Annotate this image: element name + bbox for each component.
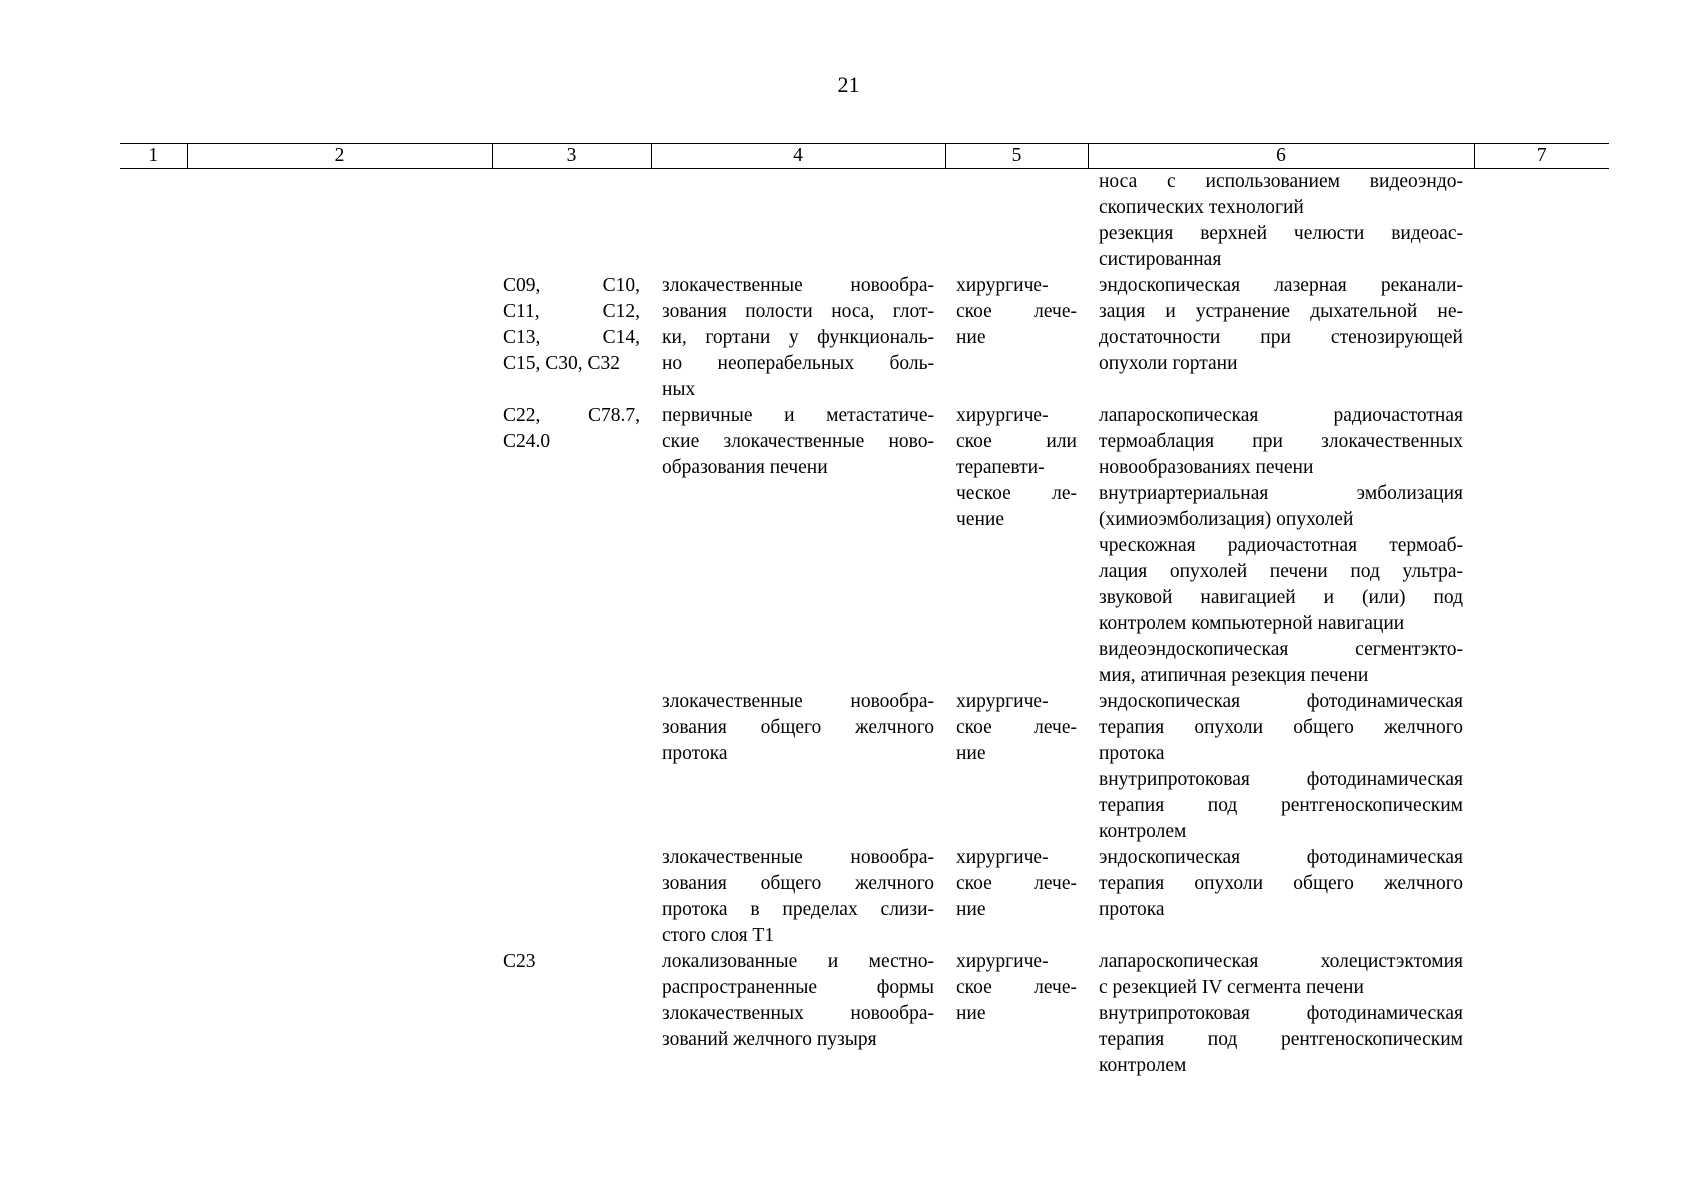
treatment-lines-line: хирургиче- — [956, 951, 1049, 972]
method-item — [1099, 767, 1463, 845]
cell-treatment-type — [945, 949, 1088, 1079]
diagnosis-lines-line: злокачественные новообра- — [662, 275, 934, 296]
method-item — [1099, 637, 1463, 689]
treatment-lines-line: ское или — [956, 431, 1077, 452]
method-line: терапия опухоли общего желчного — [1099, 717, 1463, 738]
table-row — [120, 403, 1609, 689]
cell-method — [1088, 273, 1474, 403]
diagnosis-lines-line: злокачественных новообра- — [662, 1003, 934, 1024]
cell-code — [492, 403, 651, 689]
cell-code — [492, 273, 651, 403]
method-line: систированная — [1099, 249, 1222, 270]
treatment-lines-line: ние — [956, 1003, 986, 1024]
cell-diagnosis — [651, 689, 945, 845]
cell-treatment-type — [945, 273, 1088, 403]
cell-diagnosis — [651, 169, 945, 274]
method-line: внутрипротоковая фотодинамическая — [1099, 1003, 1463, 1024]
method-item — [1099, 273, 1463, 377]
method-line: мия, атипичная резекция печени — [1099, 665, 1369, 686]
cell-col-1 — [120, 949, 187, 1079]
method-line: терапия под рентгеноскопическим — [1099, 795, 1463, 816]
cell-col-2 — [187, 845, 492, 949]
cell-code — [492, 169, 651, 274]
method-line: звуковой навигацией и (или) под — [1099, 587, 1463, 608]
cell-diagnosis — [651, 845, 945, 949]
diagnosis-lines-line: образования печени — [662, 457, 828, 478]
header-col-1: 1 — [120, 144, 187, 169]
cell-diagnosis — [651, 273, 945, 403]
page-number: 21 — [837, 72, 860, 97]
method-line: носа с использованием видеоэндо- — [1099, 171, 1463, 192]
diagnosis-lines-line: распространенные формы — [662, 977, 934, 998]
diagnosis-lines-line: протока — [662, 743, 728, 764]
treatment-lines-line: ское лече- — [956, 977, 1077, 998]
cell-diagnosis — [651, 949, 945, 1079]
method-line: видеоэндоскопическая сегментэкто- — [1099, 639, 1463, 660]
code-lines-line: C24.0 — [503, 431, 551, 452]
method-line: резекция верхней челюсти видеоас- — [1099, 223, 1463, 244]
table-row — [120, 949, 1609, 1079]
diagnosis-lines-line: первичные и метастатиче- — [662, 405, 934, 426]
treatment-lines-line: ние — [956, 743, 986, 764]
table-header — [120, 144, 1609, 169]
table-row — [120, 845, 1609, 949]
method-line: контролем — [1099, 821, 1187, 842]
cell-code — [492, 949, 651, 1079]
cell-col-1 — [120, 845, 187, 949]
method-item — [1099, 169, 1463, 221]
table-row — [120, 169, 1609, 274]
cell-col-7 — [1474, 845, 1609, 949]
treatment-lines-line: ское лече- — [956, 301, 1077, 322]
treatment-lines-line: ние — [956, 899, 986, 920]
cell-col-7 — [1474, 273, 1609, 403]
method-line: зация и устранение дыхательной не- — [1099, 301, 1463, 322]
method-line: скопических технологий — [1099, 197, 1304, 218]
cell-treatment-type — [945, 403, 1088, 689]
cell-col-2 — [187, 403, 492, 689]
diagnosis-lines-line: злокачественные новообра- — [662, 847, 934, 868]
method-line: достаточности при стенозирующей — [1099, 327, 1463, 348]
treatment-lines-line: хирургиче- — [956, 405, 1049, 426]
header-row — [120, 144, 1609, 169]
treatment-lines-line: хирургиче- — [956, 691, 1049, 712]
diagnosis-lines-line: зований желчного пузыря — [662, 1029, 877, 1050]
method-item — [1099, 949, 1463, 1001]
header-col-3: 3 — [492, 144, 651, 169]
method-line: лапароскопическая холецистэктомия — [1099, 951, 1463, 972]
cell-code — [492, 689, 651, 845]
cell-col-2 — [187, 949, 492, 1079]
treatment-lines-line: ческое ле- — [956, 483, 1077, 504]
header-col-6: 6 — [1088, 144, 1474, 169]
method-line: эндоскопическая фотодинамическая — [1099, 691, 1463, 712]
cell-treatment-type — [945, 689, 1088, 845]
diagnosis-lines-line: протока в пределах слизи- — [662, 899, 934, 920]
method-item — [1099, 481, 1463, 533]
treatment-lines-line: ское лече- — [956, 717, 1077, 738]
method-line: с резекцией IV сегмента печени — [1099, 977, 1364, 998]
diagnosis-lines-line: стого слоя T1 — [662, 925, 775, 946]
treatment-lines-line: терапевти- — [956, 457, 1045, 478]
cell-col-7 — [1474, 689, 1609, 845]
diagnosis-lines-line: злокачественные новообра- — [662, 691, 934, 712]
treatment-table — [120, 143, 1609, 1079]
cell-method — [1088, 169, 1474, 274]
method-item — [1099, 221, 1463, 273]
method-item — [1099, 689, 1463, 767]
method-item — [1099, 845, 1463, 923]
cell-col-1 — [120, 169, 187, 274]
header-col-7: 7 — [1474, 144, 1609, 169]
cell-method — [1088, 689, 1474, 845]
table-body — [120, 169, 1609, 1080]
header-col-4: 4 — [651, 144, 945, 169]
method-line: термоаблация при злокачественных — [1099, 431, 1463, 452]
method-line: внутриартериальная эмболизация — [1099, 483, 1463, 504]
cell-col-1 — [120, 273, 187, 403]
method-line: новообразованиях печени — [1099, 457, 1314, 478]
diagnosis-lines-line: ных — [662, 379, 696, 400]
method-line: чрескожная радиочастотная термоаб- — [1099, 535, 1463, 556]
code-lines-line: C13, C14, — [503, 327, 640, 348]
method-line: терапия опухоли общего желчного — [1099, 873, 1463, 894]
cell-col-7 — [1474, 949, 1609, 1079]
method-line: эндоскопическая лазерная реканали- — [1099, 275, 1463, 296]
method-line: лапароскопическая радиочастотная — [1099, 405, 1463, 426]
diagnosis-lines-line: локализованные и местно- — [662, 951, 934, 972]
header-col-5: 5 — [945, 144, 1088, 169]
diagnosis-lines-line: зования полости носа, глот- — [662, 301, 934, 322]
cell-code — [492, 845, 651, 949]
cell-treatment-type — [945, 169, 1088, 274]
cell-col-2 — [187, 689, 492, 845]
diagnosis-lines-line: зования общего желчного — [662, 717, 934, 738]
cell-method — [1088, 845, 1474, 949]
method-line: контролем — [1099, 1055, 1187, 1076]
table-row — [120, 689, 1609, 845]
header-col-2: 2 — [187, 144, 492, 169]
treatment-lines-line: хирургиче- — [956, 275, 1049, 296]
code-lines-line: C11, C12, — [503, 301, 640, 322]
method-item — [1099, 533, 1463, 637]
cell-treatment-type — [945, 845, 1088, 949]
treatment-lines-line: ское лече- — [956, 873, 1077, 894]
method-line: протока — [1099, 899, 1165, 920]
method-line: (химиоэмболизация) опухолей — [1099, 509, 1354, 530]
method-line: внутрипротоковая фотодинамическая — [1099, 769, 1463, 790]
method-item — [1099, 1001, 1463, 1079]
cell-diagnosis — [651, 403, 945, 689]
diagnosis-lines-line: но неоперабельных боль- — [662, 353, 934, 374]
code-lines-line: C23 — [503, 951, 536, 972]
diagnosis-lines-line: ские злокачественные ново- — [662, 431, 934, 452]
code-lines-line: C22, C78.7, — [503, 405, 640, 426]
cell-col-1 — [120, 689, 187, 845]
method-line: терапия под рентгеноскопическим — [1099, 1029, 1463, 1050]
method-line: протока — [1099, 743, 1165, 764]
cell-method — [1088, 403, 1474, 689]
code-lines-line: C15, C30, C32 — [503, 353, 621, 374]
code-lines-line: C09, C10, — [503, 275, 640, 296]
cell-col-7 — [1474, 169, 1609, 274]
cell-col-2 — [187, 169, 492, 274]
method-line: контролем компьютерной навигации — [1099, 613, 1405, 634]
diagnosis-lines-line: зования общего желчного — [662, 873, 934, 894]
treatment-lines-line: хирургиче- — [956, 847, 1049, 868]
treatment-lines-line: чение — [956, 509, 1004, 530]
method-item — [1099, 403, 1463, 481]
method-line: опухоли гортани — [1099, 353, 1238, 374]
diagnosis-lines-line: ки, гортани у функциональ- — [662, 327, 934, 348]
cell-col-7 — [1474, 403, 1609, 689]
method-line: лация опухолей печени под ультра- — [1099, 561, 1463, 582]
table-row — [120, 273, 1609, 403]
cell-method — [1088, 949, 1474, 1079]
treatment-lines-line: ние — [956, 327, 986, 348]
cell-col-1 — [120, 403, 187, 689]
cell-col-2 — [187, 273, 492, 403]
method-line: эндоскопическая фотодинамическая — [1099, 847, 1463, 868]
